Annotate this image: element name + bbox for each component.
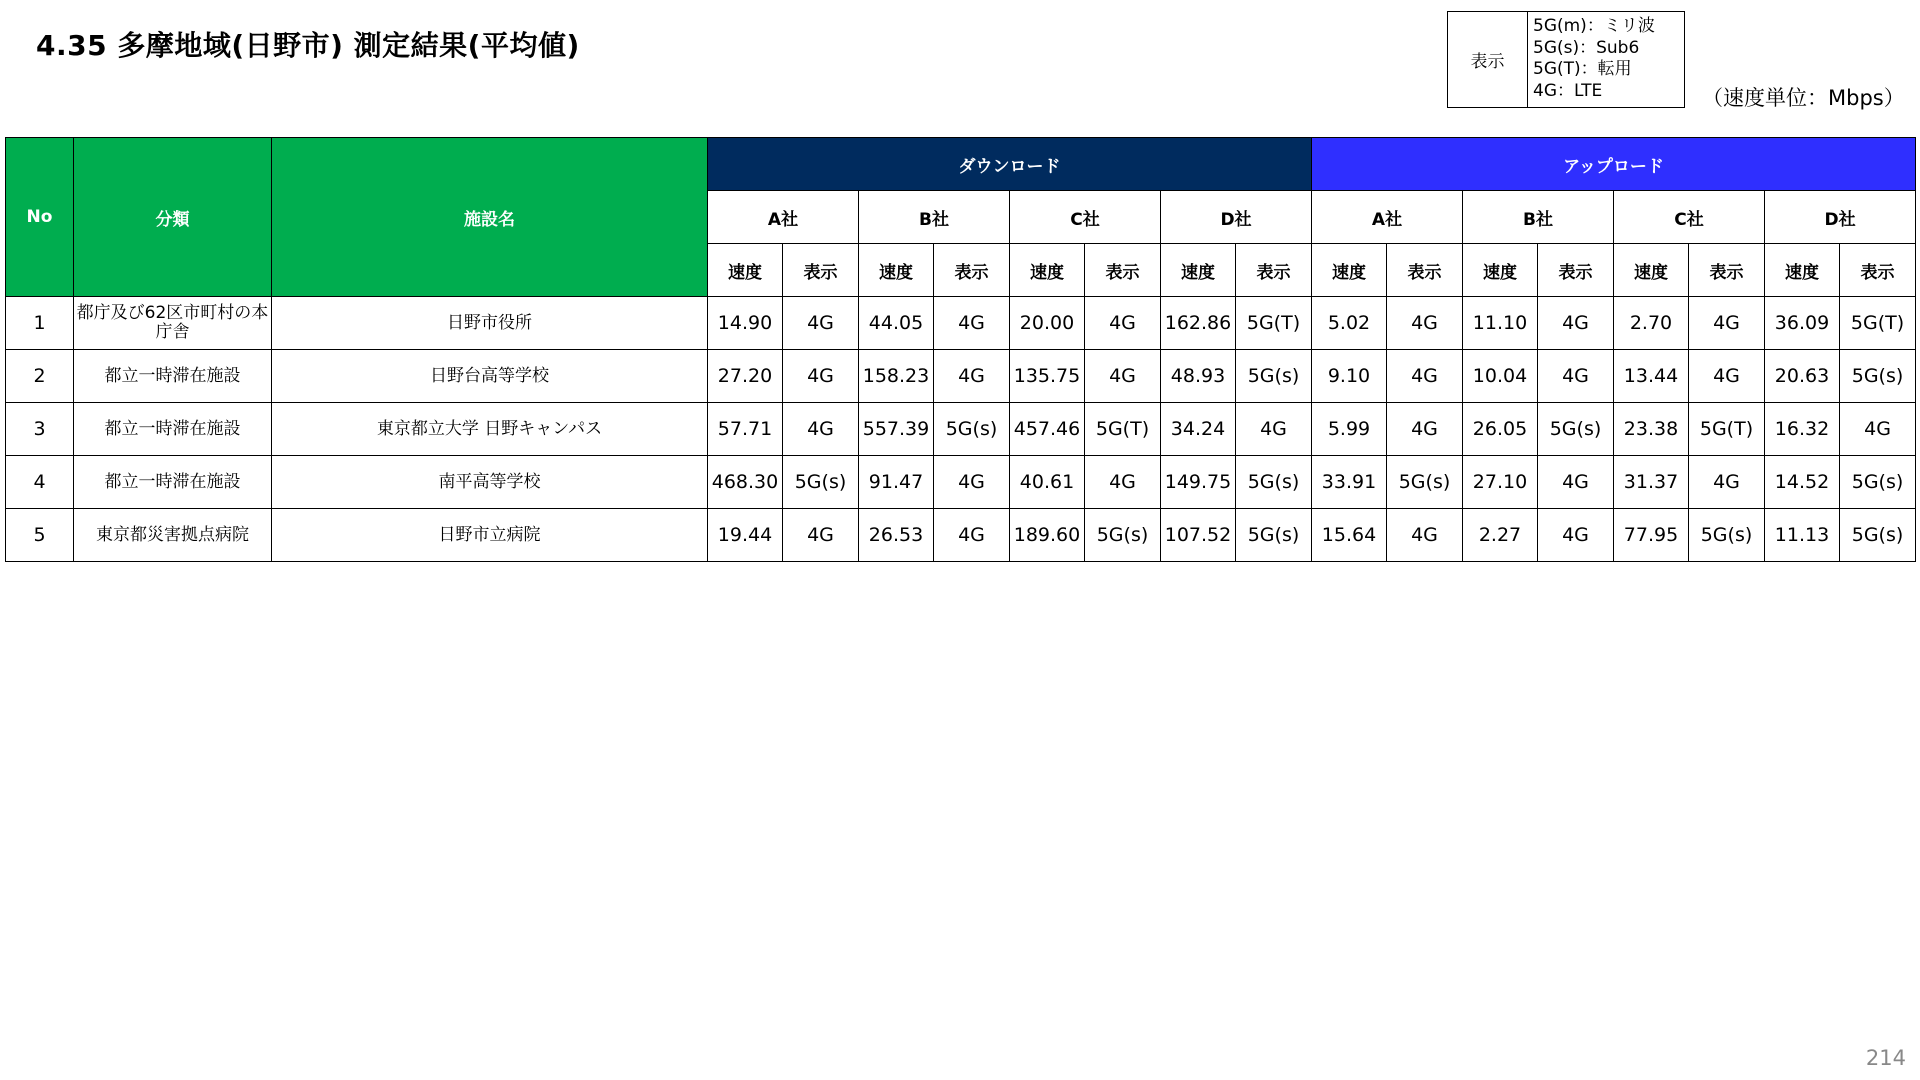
speed-cell: 20.00 <box>1010 297 1085 350</box>
speed-cell: 158.23 <box>859 350 934 403</box>
display-cell: 4G <box>1538 509 1614 562</box>
header-upload-carrier-c: C社 <box>1614 191 1765 244</box>
legend-line: 5G(T)：転用 <box>1533 59 1632 79</box>
header-speed: 速度 <box>1312 244 1387 297</box>
speed-cell: 13.44 <box>1614 350 1689 403</box>
header-display: 表示 <box>1236 244 1312 297</box>
display-cell: 4G <box>934 456 1010 509</box>
row-no: 5 <box>6 509 74 562</box>
page-number: 214 <box>1865 1046 1906 1070</box>
display-cell: 5G(T) <box>1236 297 1312 350</box>
display-cell: 5G(s) <box>1840 509 1916 562</box>
display-cell: 4G <box>1236 403 1312 456</box>
display-cell: 5G(s) <box>1236 456 1312 509</box>
header-speed: 速度 <box>708 244 783 297</box>
speed-cell: 26.05 <box>1463 403 1538 456</box>
display-cell: 4G <box>783 509 859 562</box>
page-title: 4.35 多摩地域(日野市) 測定結果(平均値) <box>36 29 580 62</box>
header-facility: 施設名 <box>272 138 708 297</box>
display-cell: 4G <box>1840 403 1916 456</box>
display-cell: 5G(s) <box>934 403 1010 456</box>
speed-cell: 11.13 <box>1765 509 1840 562</box>
display-cell: 5G(s) <box>1840 456 1916 509</box>
display-cell: 5G(s) <box>1538 403 1614 456</box>
row-no: 1 <box>6 297 74 350</box>
header-download-carrier-b: B社 <box>859 191 1010 244</box>
display-cell: 4G <box>1085 350 1161 403</box>
display-cell: 5G(T) <box>1085 403 1161 456</box>
row-no: 2 <box>6 350 74 403</box>
header-upload-carrier-b: B社 <box>1463 191 1614 244</box>
speed-cell: 468.30 <box>708 456 783 509</box>
display-cell: 4G <box>1085 297 1161 350</box>
speed-cell: 457.46 <box>1010 403 1085 456</box>
display-cell: 4G <box>1538 456 1614 509</box>
display-cell: 4G <box>934 350 1010 403</box>
header-upload-carrier-a: A社 <box>1312 191 1463 244</box>
table-row <box>6 456 1916 509</box>
table-row <box>6 403 1916 456</box>
row-facility: 日野市立病院 <box>272 509 708 562</box>
speed-cell: 10.04 <box>1463 350 1538 403</box>
row-facility: 南平高等学校 <box>272 456 708 509</box>
speed-cell: 20.63 <box>1765 350 1840 403</box>
legend-line: 4G：LTE <box>1533 80 1603 101</box>
display-cell: 4G <box>783 297 859 350</box>
header-speed: 速度 <box>1614 244 1689 297</box>
header-download: ダウンロード <box>708 138 1312 191</box>
speed-cell: 2.27 <box>1463 509 1538 562</box>
row-category: 都立一時滞在施設 <box>74 403 272 456</box>
row-facility: 東京都立大学 日野キャンパス <box>272 403 708 456</box>
header-speed: 速度 <box>1010 244 1085 297</box>
header-download-carrier-c: C社 <box>1010 191 1161 244</box>
speed-cell: 149.75 <box>1161 456 1236 509</box>
row-category: 都庁及び62区市町村の本庁舎 <box>74 297 272 350</box>
display-cell: 5G(T) <box>1840 297 1916 350</box>
display-cell: 4G <box>1689 456 1765 509</box>
header-category: 分類 <box>74 138 272 297</box>
display-cell: 5G(T) <box>1689 403 1765 456</box>
speed-cell: 27.10 <box>1463 456 1538 509</box>
measurement-results-table <box>5 137 1916 562</box>
results-table-body <box>6 297 1916 562</box>
header-display: 表示 <box>934 244 1010 297</box>
display-cell: 4G <box>934 509 1010 562</box>
display-cell: 4G <box>1387 509 1463 562</box>
display-cell: 4G <box>1085 456 1161 509</box>
row-category: 都立一時滞在施設 <box>74 350 272 403</box>
header-display: 表示 <box>783 244 859 297</box>
speed-cell: 107.52 <box>1161 509 1236 562</box>
row-facility: 日野台高等学校 <box>272 350 708 403</box>
display-cell: 5G(s) <box>783 456 859 509</box>
legend-line: 5G(s)：Sub6 <box>1533 37 1640 58</box>
speed-cell: 14.90 <box>708 297 783 350</box>
speed-unit-note: （速度単位：Mbps） <box>1702 86 1905 110</box>
display-cell: 5G(s) <box>1236 350 1312 403</box>
header-speed: 速度 <box>1463 244 1538 297</box>
speed-cell: 26.53 <box>859 509 934 562</box>
display-cell: 4G <box>1387 403 1463 456</box>
speed-cell: 27.20 <box>708 350 783 403</box>
display-cell: 5G(s) <box>1085 509 1161 562</box>
speed-cell: 77.95 <box>1614 509 1689 562</box>
row-category: 都立一時滞在施設 <box>74 456 272 509</box>
table-row <box>6 509 1916 562</box>
header-display: 表示 <box>1538 244 1614 297</box>
header-download-carrier-d: D社 <box>1161 191 1312 244</box>
display-cell: 4G <box>783 350 859 403</box>
legend-lines <box>1528 12 1660 107</box>
legend-line: 5G(m)：ミリ波 <box>1533 16 1655 36</box>
display-legend <box>1447 11 1685 108</box>
speed-cell: 5.99 <box>1312 403 1387 456</box>
display-cell: 5G(s) <box>1689 509 1765 562</box>
display-cell: 4G <box>1689 297 1765 350</box>
header-display: 表示 <box>1085 244 1161 297</box>
table-row <box>6 350 1916 403</box>
speed-cell: 9.10 <box>1312 350 1387 403</box>
row-no: 4 <box>6 456 74 509</box>
speed-cell: 19.44 <box>708 509 783 562</box>
speed-cell: 91.47 <box>859 456 934 509</box>
header-speed: 速度 <box>1765 244 1840 297</box>
row-facility: 日野市役所 <box>272 297 708 350</box>
display-cell: 4G <box>1689 350 1765 403</box>
speed-cell: 15.64 <box>1312 509 1387 562</box>
legend-key: 表示 <box>1448 12 1528 107</box>
speed-cell: 44.05 <box>859 297 934 350</box>
speed-cell: 11.10 <box>1463 297 1538 350</box>
header-upload-carrier-d: D社 <box>1765 191 1916 244</box>
speed-cell: 162.86 <box>1161 297 1236 350</box>
speed-cell: 48.93 <box>1161 350 1236 403</box>
speed-cell: 135.75 <box>1010 350 1085 403</box>
display-cell: 4G <box>1538 297 1614 350</box>
header-download-carrier-a: A社 <box>708 191 859 244</box>
speed-cell: 5.02 <box>1312 297 1387 350</box>
speed-cell: 36.09 <box>1765 297 1840 350</box>
row-no: 3 <box>6 403 74 456</box>
display-cell: 4G <box>1387 350 1463 403</box>
speed-cell: 31.37 <box>1614 456 1689 509</box>
table-row <box>6 297 1916 350</box>
header-no: No <box>6 138 74 297</box>
display-cell: 5G(s) <box>1387 456 1463 509</box>
speed-cell: 23.38 <box>1614 403 1689 456</box>
display-cell: 5G(s) <box>1840 350 1916 403</box>
display-cell: 4G <box>1387 297 1463 350</box>
speed-cell: 557.39 <box>859 403 934 456</box>
speed-cell: 2.70 <box>1614 297 1689 350</box>
speed-cell: 189.60 <box>1010 509 1085 562</box>
speed-cell: 40.61 <box>1010 456 1085 509</box>
speed-cell: 14.52 <box>1765 456 1840 509</box>
header-upload: アップロード <box>1312 138 1916 191</box>
speed-cell: 34.24 <box>1161 403 1236 456</box>
header-speed: 速度 <box>1161 244 1236 297</box>
display-cell: 5G(s) <box>1236 509 1312 562</box>
row-category: 東京都災害拠点病院 <box>74 509 272 562</box>
speed-cell: 16.32 <box>1765 403 1840 456</box>
display-cell: 4G <box>934 297 1010 350</box>
header-display: 表示 <box>1387 244 1463 297</box>
speed-cell: 57.71 <box>708 403 783 456</box>
speed-cell: 33.91 <box>1312 456 1387 509</box>
header-display: 表示 <box>1689 244 1765 297</box>
header-display: 表示 <box>1840 244 1916 297</box>
header-speed: 速度 <box>859 244 934 297</box>
display-cell: 4G <box>1538 350 1614 403</box>
display-cell: 4G <box>783 403 859 456</box>
